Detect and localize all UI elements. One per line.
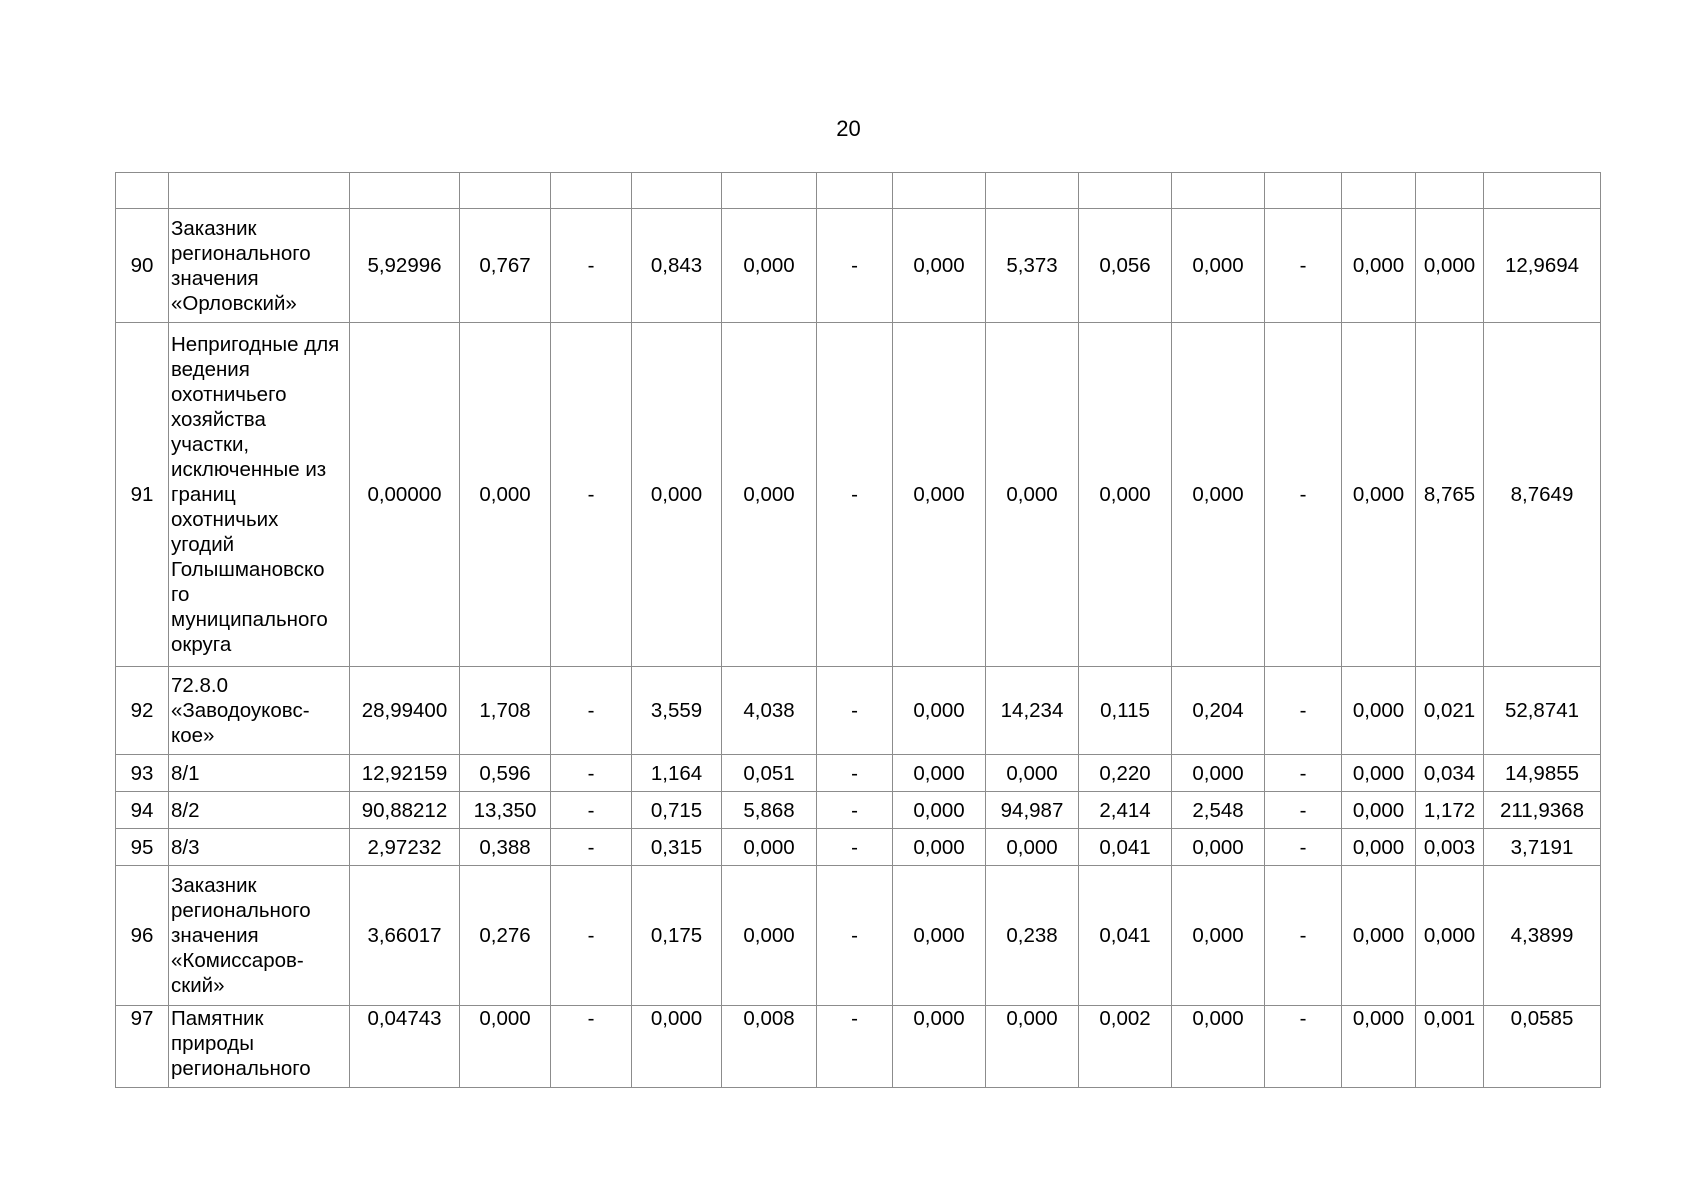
value-cell: 0,000 [1172, 829, 1265, 866]
data-table [115, 172, 1601, 1088]
value-cell: - [1265, 792, 1342, 829]
value-cell: 0,000 [632, 1006, 722, 1088]
value-cell: 0,000 [893, 323, 986, 667]
header-cell [460, 173, 551, 209]
header-cell [632, 173, 722, 209]
value-cell: 0,000 [893, 866, 986, 1006]
value-cell: 0,000 [893, 829, 986, 866]
value-cell: 0,000 [1172, 755, 1265, 792]
value-cell: 0,008 [722, 1006, 817, 1088]
value-cell: 3,559 [632, 667, 722, 755]
header-cell [722, 173, 817, 209]
header-cell [350, 173, 460, 209]
value-cell: 5,92996 [350, 209, 460, 323]
row-number: 95 [116, 829, 169, 866]
value-cell: 2,97232 [350, 829, 460, 866]
value-cell: - [817, 829, 893, 866]
row-number: 93 [116, 755, 169, 792]
value-cell: 0,000 [1342, 829, 1416, 866]
table-row [116, 323, 1601, 667]
row-name: Памятник природы регионального [169, 1006, 350, 1088]
value-cell: 0,000 [460, 1006, 551, 1088]
value-cell: 0,204 [1172, 667, 1265, 755]
value-cell: 0,056 [1079, 209, 1172, 323]
value-cell: - [551, 829, 632, 866]
value-cell: - [817, 755, 893, 792]
value-cell: 90,88212 [350, 792, 460, 829]
value-cell: - [817, 323, 893, 667]
value-cell: - [551, 323, 632, 667]
value-cell: 0,001 [1416, 1006, 1484, 1088]
value-cell: 0,000 [893, 209, 986, 323]
value-cell: 1,708 [460, 667, 551, 755]
value-cell: 5,868 [722, 792, 817, 829]
value-cell: 0,000 [1172, 209, 1265, 323]
value-cell: 0,596 [460, 755, 551, 792]
value-cell: 28,99400 [350, 667, 460, 755]
page-number: 20 [836, 116, 861, 141]
value-cell: 0,767 [460, 209, 551, 323]
value-cell: 14,234 [986, 667, 1079, 755]
value-cell: 2,414 [1079, 792, 1172, 829]
row-name: 8/3 [169, 829, 350, 866]
row-name: Заказник регионального значения «Орловский» [169, 209, 350, 323]
value-cell: 0,388 [460, 829, 551, 866]
value-cell: 3,66017 [350, 866, 460, 1006]
value-cell: 0,000 [893, 755, 986, 792]
row-number: 97 [116, 1006, 169, 1088]
row-number: 94 [116, 792, 169, 829]
table-row [116, 209, 1601, 323]
value-cell: 0,000 [1342, 792, 1416, 829]
value-cell: - [1265, 667, 1342, 755]
row-number: 92 [116, 667, 169, 755]
value-cell: - [817, 866, 893, 1006]
table-row [116, 1006, 1601, 1088]
table-row [116, 755, 1601, 792]
value-cell: 8,7649 [1484, 323, 1601, 667]
value-cell: 0,041 [1079, 829, 1172, 866]
value-cell: 0,000 [986, 323, 1079, 667]
row-name: 8/2 [169, 792, 350, 829]
row-number: 96 [116, 866, 169, 1006]
table-row [116, 829, 1601, 866]
value-cell: 0,000 [1172, 323, 1265, 667]
table-row [116, 667, 1601, 755]
value-cell: 0,000 [893, 1006, 986, 1088]
value-cell: 0,003 [1416, 829, 1484, 866]
header-cell [551, 173, 632, 209]
value-cell: 0,000 [1342, 667, 1416, 755]
value-cell: - [1265, 1006, 1342, 1088]
row-name: Непригодные для ведения охотничьего хозяйства участки, исключенные из границ охотничьих угодий Голышмановско го муниципального округа [169, 323, 350, 667]
value-cell: 0,021 [1416, 667, 1484, 755]
header-row [116, 173, 1601, 209]
value-cell: - [551, 792, 632, 829]
value-cell: - [817, 209, 893, 323]
value-cell: - [551, 1006, 632, 1088]
value-cell: 0,000 [1342, 209, 1416, 323]
value-cell: 2,548 [1172, 792, 1265, 829]
value-cell: 0,000 [893, 792, 986, 829]
value-cell: 0,041 [1079, 866, 1172, 1006]
value-cell: 3,7191 [1484, 829, 1601, 866]
header-cell [169, 173, 350, 209]
value-cell: 94,987 [986, 792, 1079, 829]
value-cell: 0,00000 [350, 323, 460, 667]
value-cell: - [1265, 866, 1342, 1006]
value-cell: 0,000 [1342, 866, 1416, 1006]
value-cell: 0,315 [632, 829, 722, 866]
value-cell: 13,350 [460, 792, 551, 829]
value-cell: 0,000 [1416, 866, 1484, 1006]
value-cell: 0,715 [632, 792, 722, 829]
header-cell [1342, 173, 1416, 209]
value-cell: 0,034 [1416, 755, 1484, 792]
row-number: 91 [116, 323, 169, 667]
value-cell: 1,164 [632, 755, 722, 792]
value-cell: 0,000 [1172, 1006, 1265, 1088]
value-cell: - [551, 209, 632, 323]
value-cell: - [551, 866, 632, 1006]
value-cell: - [1265, 323, 1342, 667]
value-cell: 0,000 [893, 667, 986, 755]
value-cell: - [551, 667, 632, 755]
value-cell: - [817, 667, 893, 755]
value-cell: 0,843 [632, 209, 722, 323]
value-cell: 5,373 [986, 209, 1079, 323]
value-cell: 0,000 [986, 1006, 1079, 1088]
header-cell [1484, 173, 1601, 209]
table-row [116, 792, 1601, 829]
table-row [116, 866, 1601, 1006]
value-cell: - [817, 792, 893, 829]
value-cell: 211,9368 [1484, 792, 1601, 829]
value-cell: 0,000 [1342, 755, 1416, 792]
header-cell [817, 173, 893, 209]
value-cell: 0,220 [1079, 755, 1172, 792]
value-cell: 0,000 [986, 755, 1079, 792]
header-cell [1172, 173, 1265, 209]
value-cell: 0,000 [1172, 866, 1265, 1006]
value-cell: 0,000 [722, 866, 817, 1006]
value-cell: 12,9694 [1484, 209, 1601, 323]
value-cell: 0,000 [986, 829, 1079, 866]
value-cell: 0,0585 [1484, 1006, 1601, 1088]
value-cell: - [551, 755, 632, 792]
row-number: 90 [116, 209, 169, 323]
value-cell: 0,000 [460, 323, 551, 667]
value-cell: 0,000 [632, 323, 722, 667]
value-cell: - [1265, 755, 1342, 792]
value-cell: 0,002 [1079, 1006, 1172, 1088]
value-cell: 8,765 [1416, 323, 1484, 667]
value-cell: - [817, 1006, 893, 1088]
value-cell: 0,000 [1342, 1006, 1416, 1088]
value-cell: - [1265, 829, 1342, 866]
header-cell [116, 173, 169, 209]
value-cell: 52,8741 [1484, 667, 1601, 755]
value-cell: 0,04743 [350, 1006, 460, 1088]
value-cell: 0,000 [722, 323, 817, 667]
value-cell: 0,000 [1079, 323, 1172, 667]
row-name: Заказник регионального значения «Комиссаров-ский» [169, 866, 350, 1006]
row-name: 8/1 [169, 755, 350, 792]
value-cell: 0,175 [632, 866, 722, 1006]
header-cell [1079, 173, 1172, 209]
value-cell: 0,000 [722, 829, 817, 866]
header-cell [893, 173, 986, 209]
header-cell [1416, 173, 1484, 209]
value-cell: 12,92159 [350, 755, 460, 792]
value-cell: 0,051 [722, 755, 817, 792]
row-name: 72.8.0 «Заводоуковс-кое» [169, 667, 350, 755]
value-cell: 4,3899 [1484, 866, 1601, 1006]
value-cell: 14,9855 [1484, 755, 1601, 792]
value-cell: 0,000 [1342, 323, 1416, 667]
value-cell: 0,115 [1079, 667, 1172, 755]
value-cell: 0,238 [986, 866, 1079, 1006]
value-cell: 4,038 [722, 667, 817, 755]
header-cell [986, 173, 1079, 209]
value-cell: 0,000 [1416, 209, 1484, 323]
value-cell: 0,276 [460, 866, 551, 1006]
header-cell [1265, 173, 1342, 209]
value-cell: - [1265, 209, 1342, 323]
value-cell: 0,000 [722, 209, 817, 323]
value-cell: 1,172 [1416, 792, 1484, 829]
